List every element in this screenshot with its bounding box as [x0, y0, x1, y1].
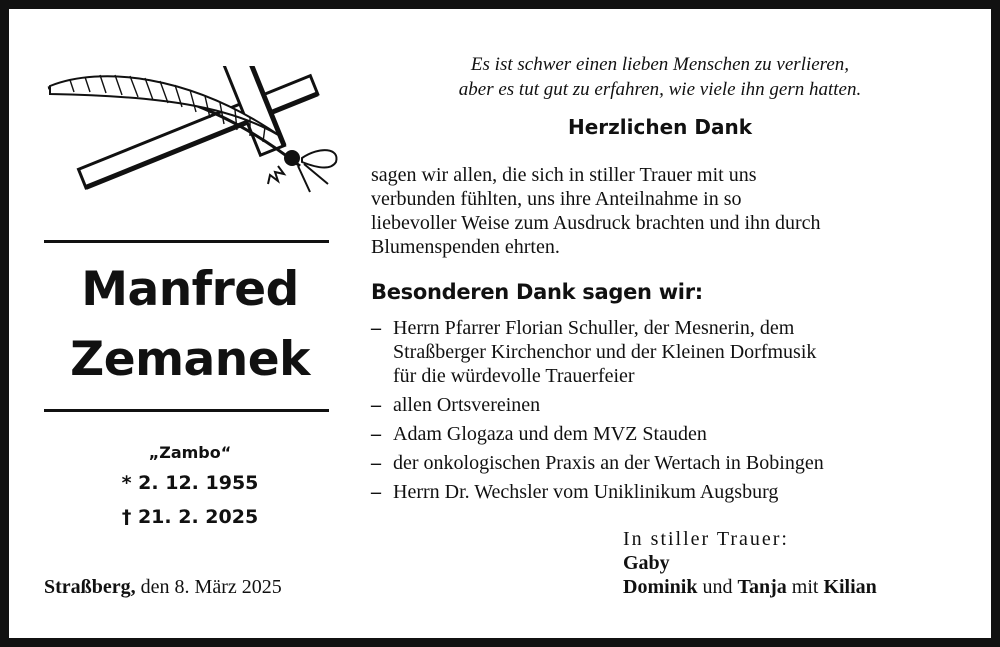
special-thanks-heading: Besonderen Dank sagen wir: — [371, 280, 703, 304]
paragraph-line: liebevoller Weise zum Ausdruck brachten und ihn durch — [371, 212, 821, 234]
divider-top — [44, 240, 329, 243]
dash-bullet: – — [371, 481, 381, 503]
deceased-last-name: Zemanek — [70, 332, 310, 387]
signature-name: Gaby — [623, 552, 670, 574]
quote-line: Es ist schwer einen lieben Menschen zu verlieren, — [470, 54, 850, 75]
signature-name: Dominik — [623, 576, 698, 598]
signature-name: Tanja — [737, 576, 787, 598]
signature-conjunction: und — [702, 576, 733, 598]
thanks-paragraph — [371, 163, 961, 259]
list-item-line: Herrn Pfarrer Florian Schuller, der Mesnerin, dem — [393, 317, 795, 339]
divider-bottom — [44, 409, 329, 412]
quote — [360, 52, 960, 102]
signature-name: Kilian — [823, 576, 877, 598]
list-item-line: Herrn Dr. Wechsler vom Uniklinikum Augsburg — [393, 481, 779, 503]
thanks-heading: Herzlichen Dank — [567, 115, 752, 139]
signature-conjunction: mit — [791, 576, 819, 598]
nickname: „Zambo“ — [148, 443, 232, 462]
signature-lead: In stiller Trauer: — [623, 528, 789, 550]
death-line — [30, 506, 350, 528]
dash-bullet: – — [371, 452, 381, 474]
list-item — [371, 316, 971, 388]
quote-line: aber es tut gut zu erfahren, wie viele ihn gern hatten. — [458, 79, 862, 100]
death-date: 21. 2. 2025 — [137, 506, 259, 528]
paragraph-line: Blumenspenden ehrten. — [371, 236, 560, 258]
date: den 8. März 2025 — [140, 576, 282, 598]
birth-date: 2. 12. 1955 — [138, 472, 259, 494]
list-item — [371, 393, 971, 417]
list-item-line: Straßberger Kirchenchor und der Kleinen Dorfmusik — [393, 341, 817, 363]
list-item-line: für die würdevolle Trauerfeier — [393, 365, 635, 387]
dash-bullet: – — [371, 394, 381, 416]
place-date — [44, 576, 282, 599]
thanks-list — [371, 316, 971, 509]
list-item — [371, 451, 971, 475]
list-item-line: der onkologischen Praxis an der Wertach in Bobingen — [393, 452, 824, 474]
cross-with-palm-branch-icon — [40, 66, 350, 198]
paragraph-line: sagen wir allen, die sich in stiller Trauer mit uns — [371, 164, 757, 186]
list-item — [371, 480, 971, 504]
deceased-first-name: Manfred — [81, 262, 299, 317]
dash-bullet: – — [371, 317, 381, 339]
birth-line — [30, 472, 350, 494]
list-item — [371, 422, 971, 446]
list-item-line: allen Ortsvereinen — [393, 394, 541, 416]
birth-symbol: * — [121, 472, 132, 494]
place: Straßberg, — [44, 576, 136, 598]
signature-block — [623, 527, 877, 599]
paragraph-line: verbunden fühlten, uns ihre Anteilnahme in so — [371, 188, 742, 210]
dash-bullet: – — [371, 423, 381, 445]
death-symbol: † — [121, 506, 132, 528]
list-item-line: Adam Glogaza und dem MVZ Stauden — [393, 423, 707, 445]
